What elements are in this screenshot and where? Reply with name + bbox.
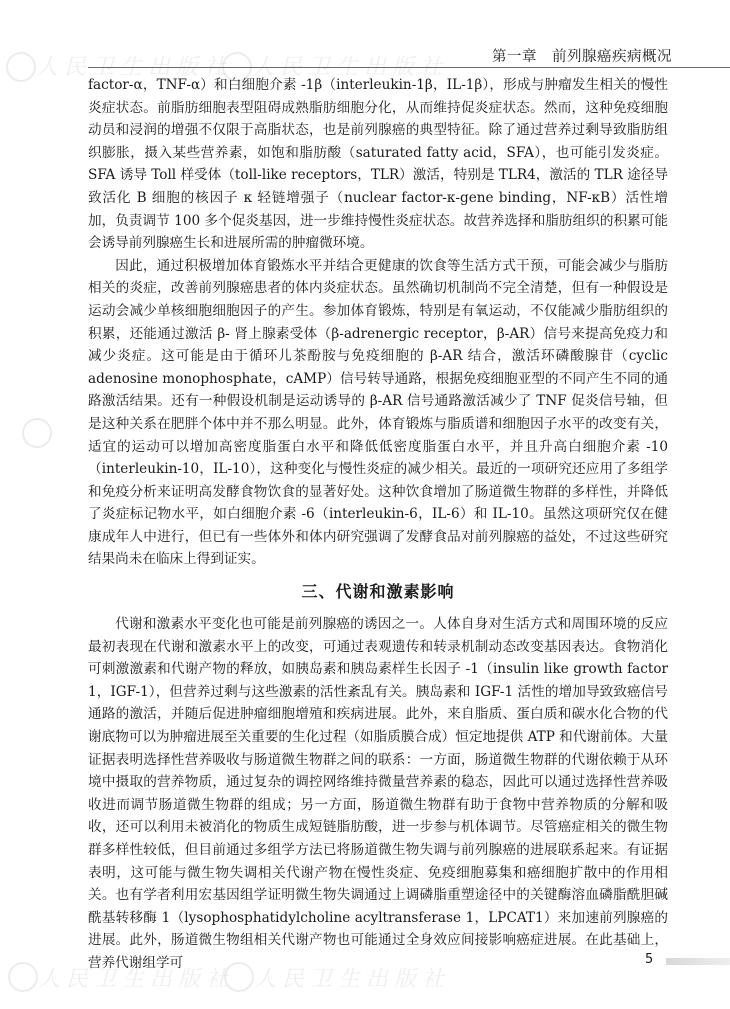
chapter-title: 第一章 前列腺癌疾病概况	[492, 49, 672, 65]
section-heading: 三、代谢和激素影响	[301, 582, 455, 602]
watermark-text: 人民卫生出版社	[254, 967, 451, 992]
paragraph: 代谢和激素水平变化也可能是前列腺癌的诱因之一。人体自身对生活方式和周围环境的反应最初表现在代谢和激素水平上的改变，可通过表观遗传和转录机制动态改变基因表达。食物消化可刺激激素和代谢产物的释放，如胰岛素和胰岛素样生长因子 -1（insulin like growth factor 1，IGF-1），但营养过剩与这些激素的活性紊乱有关。胰岛素和 IGF-1 活性的增加导致致癌信号通路的激活，并随后促进肿瘤细胞增殖和疾病进展。此外，来自脂质、蛋白质和碳水化合物的代谢底物可以为肿瘤进展至关重要的生化过程（如脂质膜合成）恒定地提供 ATP 和代谢前体。大量证据表明选择性营养吸收与肠道微生物群之间的联系：一方面，肠道微生物群的代谢依赖于从环境中摄取的营养物质，通过复杂的调控网络维持微量营养素的稳态，因此可以通过选择性营养吸收进而调节肠道微生物群的组成；另一方面，肠道微生物群有助于食物中营养物质的分解和吸收，还可以利用未被消化的物质生成短链脂肪酸，进一步参与机体调节。尽管癌症相关的微生物群多样性较低，但目前通过多组学方法已将肠道微生物失调与前列腺癌的进展联系起来。有证据表明，这可能与微生物失调相关代谢产物在慢性炎症、免疫细胞募集和癌细胞扩散中的作用相关。也有学者利用宏基因组学证明微生物失调通过上调磷脂重塑途径中的关键酶溶血磷脂酰胆碱酰基转移酶 1（lysophosphatidylcholine acyltransferase 1，LPCAT1）来加速前列腺癌的进展。此外，肠道微生物组相关代谢产物也可能通过全身效应间接影响癌症进展。在此基础上，营养代谢组学可	[88, 616, 668, 971]
watermark-seal-icon	[8, 962, 38, 992]
page-number: 5	[645, 952, 654, 967]
watermark-text: 人民卫生出版社	[38, 967, 235, 992]
body-text	[88, 74, 668, 975]
watermark-seal-icon	[22, 418, 52, 448]
paragraph: factor-α，TNF-α）和白细胞介素 -1β（interleukin-1β，IL-1β），形成与肿瘤发生相关的慢性炎症状态。前脂肪细胞表型阻碍成熟脂肪细胞分化，从而维持促炎症状态。然而，这种免疫细胞动员和浸润的增强不仅限于高脂状态，也是前列腺癌的典型特征。除了通过营养过剩导致脂肪组织膨胀，摄入某些营养素，如饱和脂肪酸（saturated fatty acid，SFA），也可能引发炎症。SFA 诱导 Toll 样受体（toll-like receptors，TLR）激活，特别是 TLR4，激活的 TLR 途径导致活化 B 细胞的核因子 κ 轻链增强子（nuclear factor-κ-gene binding，NF-κB）活性增加，负责调节 100 多个促炎基因，进一步维持慢性炎症状态。故营养选择和脂肪组织的积累可能会诱导前列腺癌生长和进展所需的肿瘤微环境。	[88, 77, 668, 252]
watermark-text: 人民卫生出版社	[252, 55, 449, 80]
footer-bar	[666, 958, 730, 965]
watermark-text: 人民卫生出版社	[36, 55, 233, 80]
header-rule	[88, 67, 730, 68]
running-header	[0, 0, 730, 70]
paragraph: 因此，通过积极增加体育锻炼水平并结合更健康的饮食等生活方式干预，可能会减少与脂肪相关的炎症，改善前列腺癌患者的体内炎症状态。虽然确切机制尚不完全清楚，但有一种假设是运动会减少单核细胞细胞因子的产生。参加体育锻炼，特别是有氧运动，不仅能减少脂肪组织的积累，还能通过激活 β- 肾上腺素受体（β-adrenergic receptor，β-AR）信号来提高免疫力和减少炎症。这可能是由于循环儿茶酚胺与免疫细胞的 β-AR 结合，激活环磷酸腺苷（cyclic adenosine monophosphate，cAMP）信号转导通路，根据免疫细胞亚型的不同产生不同的通路激活结果。还有一种假设机制是运动诱导的 β-AR 信号通路激活减少了 TNF 促炎信号轴，但是这种关系在肥胖个体中并不那么明显。此外，体育锻炼与脂质谱和细胞因子水平的改变有关，适宜的运动可以增加高密度脂蛋白水平和降低低密度脂蛋白水平，并且升高白细胞介素 -10（interleukin-10，IL-10），这种变化与慢性炎症的减少相关。最近的一项研究还应用了多组学和免疫分析来证明高发酵食物饮食的显著好处。这种饮食增加了肠道微生物群的多样性，并降低了炎症标记物水平，如白细胞介素 -6（interleukin-6，IL-6）和 IL-10。虽然这项研究仅在健康成年人中进行，但已有一些体外和体内研究强调了发酵食品对前列腺癌的益处，不过这些研究结果尚未在临床上得到证实。	[88, 257, 668, 568]
